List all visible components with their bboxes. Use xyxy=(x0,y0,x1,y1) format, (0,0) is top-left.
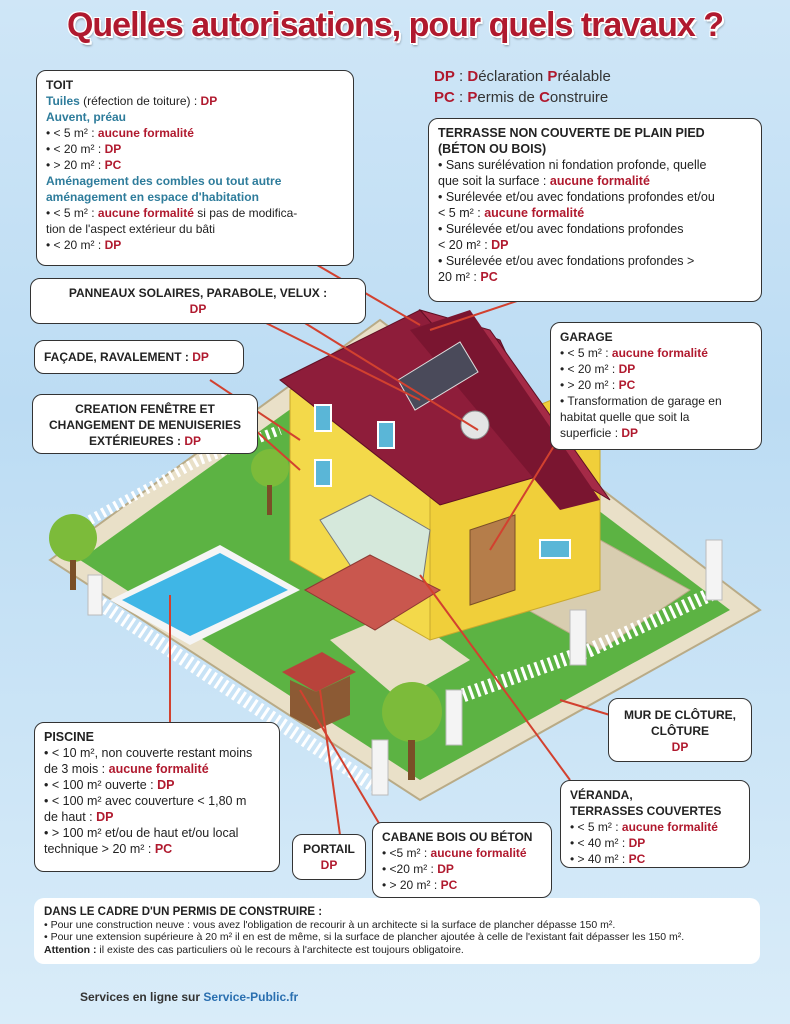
garage-item: • > 20 m² : xyxy=(560,378,619,392)
toit-auvent-item: • < 5 m² : xyxy=(46,126,98,140)
legend-text: ermis de xyxy=(477,89,540,106)
garage-door xyxy=(470,515,515,605)
toit-combles-1: Aménagement des combles ou tout autre xyxy=(46,174,282,188)
service-public-link[interactable]: Service-Public.fr xyxy=(203,990,299,1004)
window xyxy=(540,540,570,558)
mur-box xyxy=(608,698,752,762)
source-prefix: Services en ligne sur xyxy=(80,990,204,1004)
toit-combles-value: DP xyxy=(104,238,122,252)
tree-trunk xyxy=(267,485,272,515)
piscine-box xyxy=(34,722,280,872)
cabane-item: • > 20 m² : xyxy=(382,878,441,892)
cabane-value: DP xyxy=(437,862,454,876)
toit-tuiles: Tuiles xyxy=(46,94,80,108)
mur-heading-2: CLÔTURE xyxy=(651,724,709,738)
garage-box xyxy=(550,322,762,450)
piscine-heading: PISCINE xyxy=(44,730,95,744)
toit-combles-cont: tion de l'aspect extérieur du bâti xyxy=(46,222,216,236)
piscine-value: DP xyxy=(157,778,175,792)
terrasse-heading-2: (BÉTON OU BOIS) xyxy=(438,142,547,156)
toit-combles-rest: si pas de modifica- xyxy=(193,206,298,220)
toit-auvent-value: PC xyxy=(104,158,122,172)
garage-line: habitat quelle que soit la xyxy=(560,410,690,424)
veranda-value: aucune formalité xyxy=(621,820,718,834)
fenetre-box xyxy=(32,394,258,454)
permis-paragraph: • Pour une extension supérieure à 20 m² il en est de même, si la surface de plancher ajoutée à celle de l'existant fait dépasser les 150 m². xyxy=(44,931,685,943)
cabane-value: aucune formalité xyxy=(430,846,527,860)
fence-post xyxy=(570,610,586,665)
toit-combles-item: • < 20 m² : xyxy=(46,238,105,252)
garage-value: PC xyxy=(618,378,636,392)
tree xyxy=(382,682,442,742)
garage-value: DP xyxy=(618,362,636,376)
legend-text: éclaration xyxy=(478,68,548,85)
source-credit xyxy=(80,990,298,1004)
permis-attention-text: il existe des cas particuliers où le recours à l'architecte est toujours obligatoire. xyxy=(96,943,464,956)
veranda-heading: VÉRANDA, xyxy=(570,788,633,802)
piscine-line: de haut : xyxy=(44,810,97,824)
fence-post xyxy=(372,740,388,795)
toit-auvent: Auvent, préau xyxy=(46,110,127,124)
portail-value: DP xyxy=(320,858,338,872)
window xyxy=(315,460,331,486)
terrasse-heading: TERRASSE NON COUVERTE DE PLAIN PIED xyxy=(438,126,705,140)
cabane-item: • <20 m² : xyxy=(382,862,438,876)
fenetre-heading-3: EXTÉRIEURES : xyxy=(88,434,185,448)
toit-tuiles-value: DP xyxy=(200,94,218,108)
terrasse-value: aucune formalité xyxy=(484,206,585,220)
garage-line: superficie : xyxy=(560,426,622,440)
legend-pc-abbr: PC xyxy=(434,89,455,106)
terrasse-value: DP xyxy=(491,238,509,252)
terrasse-line: • Surélevée et/ou avec fondations profondes xyxy=(438,222,684,236)
portail-heading: PORTAIL xyxy=(303,842,355,856)
piscine-line: • < 100 m² ouverte : xyxy=(44,778,158,792)
fence-post xyxy=(706,540,722,600)
terrasse-line: 20 m² : xyxy=(438,270,481,284)
terrasse-line: • Sans surélévation ni fondation profonde, quelle xyxy=(438,158,707,172)
facade-value: DP xyxy=(192,350,209,364)
legend-pc xyxy=(434,87,611,108)
toit-auvent-item: • > 20 m² : xyxy=(46,158,105,172)
piscine-line: de 3 mois : xyxy=(44,762,109,776)
terrasse-box xyxy=(428,118,762,302)
piscine-value: aucune formalité xyxy=(108,762,209,776)
panneaux-heading: PANNEAUX SOLAIRES, PARABOLE, VELUX : xyxy=(68,286,328,300)
toit-tuiles-text: (réfection de toiture) : xyxy=(79,94,201,108)
toit-auvent-value: DP xyxy=(104,142,122,156)
portail-box xyxy=(292,834,366,880)
piscine-value: DP xyxy=(96,810,114,824)
toit-combles-value: aucune formalité xyxy=(97,206,194,220)
satellite-dish xyxy=(461,411,489,439)
toit-box xyxy=(36,70,354,266)
fence-post xyxy=(446,690,462,745)
terrasse-line: < 5 m² : xyxy=(438,206,485,220)
window xyxy=(315,405,331,431)
legend xyxy=(434,66,611,108)
terrasse-value: aucune formalité xyxy=(549,174,650,188)
veranda-item: • > 40 m² : xyxy=(570,852,629,866)
toit-combles-2: aménagement en espace d'habitation xyxy=(46,190,259,204)
garage-item: • < 20 m² : xyxy=(560,362,619,376)
terrasse-line: • Surélevée et/ou avec fondations profondes et/ou xyxy=(438,190,715,204)
garage-heading: GARAGE xyxy=(560,330,613,344)
piscine-line: • < 10 m², non couverte restant moins xyxy=(44,746,253,760)
terrasse-line: que soit la surface : xyxy=(438,174,550,188)
piscine-line: technique > 20 m² : xyxy=(44,842,155,856)
garage-item: • < 5 m² : xyxy=(560,346,612,360)
veranda-heading-2: TERRASSES COUVERTES xyxy=(570,804,722,818)
legend-sep: : xyxy=(454,89,468,106)
permis-heading: DANS LE CADRE D'UN PERMIS DE CONSTRUIRE : xyxy=(44,906,323,918)
facade-box xyxy=(34,340,244,374)
terrasse-line: < 20 m² : xyxy=(438,238,492,252)
garage-value: DP xyxy=(621,426,639,440)
fence-post xyxy=(88,575,102,615)
veranda-value: PC xyxy=(628,852,646,866)
legend-dp xyxy=(434,66,611,87)
veranda-item: • < 5 m² : xyxy=(570,820,622,834)
legend-text: réalable xyxy=(557,68,611,85)
garage-line: • Transformation de garage en xyxy=(560,394,722,408)
toit-auvent-item: • < 20 m² : xyxy=(46,142,105,156)
fenetre-heading-2: CHANGEMENT DE MENUISERIES xyxy=(48,418,242,432)
page-title: Quelles autorisations, pour quels travaux ? xyxy=(66,6,724,44)
cabane-value: PC xyxy=(440,878,458,892)
legend-letter: P xyxy=(547,68,558,85)
tree-trunk xyxy=(408,740,415,780)
permis-info-box xyxy=(34,898,760,964)
toit-auvent-value: aucune formalité xyxy=(97,126,194,140)
tree-trunk xyxy=(70,560,76,590)
mur-value: DP xyxy=(671,740,689,754)
veranda-item: • < 40 m² : xyxy=(570,836,629,850)
permis-paragraph: • Pour une construction neuve : vous avez l'obligation de recourir à un architecte si la surface de plancher dépasse 150 m². xyxy=(44,918,616,931)
cabane-item: • <5 m² : xyxy=(382,846,431,860)
piscine-line: • > 100 m² et/ou de haut et/ou local xyxy=(44,826,239,840)
legend-letter: P xyxy=(467,89,478,106)
terrasse-line: • Surélevée et/ou avec fondations profondes > xyxy=(438,254,695,268)
toit-combles-item: • < 5 m² : xyxy=(46,206,98,220)
toit-heading: TOIT xyxy=(46,78,74,92)
piscine-value: PC xyxy=(154,842,173,856)
legend-letter: D xyxy=(467,68,479,85)
tree xyxy=(49,514,97,562)
legend-text: onstruire xyxy=(549,89,609,106)
legend-sep: : xyxy=(454,68,468,85)
legend-letter: C xyxy=(539,89,550,106)
cabane-heading: CABANE BOIS OU BÉTON xyxy=(382,830,533,844)
window xyxy=(378,422,394,448)
veranda-value: DP xyxy=(628,836,646,850)
terrasse-value: PC xyxy=(480,270,498,284)
fenetre-heading: CREATION FENÊTRE ET xyxy=(75,402,215,416)
fenetre-value: DP xyxy=(184,434,202,448)
veranda-box xyxy=(560,780,750,868)
garage-value: aucune formalité xyxy=(611,346,708,360)
facade-heading: FAÇADE, RAVALEMENT : xyxy=(44,350,193,364)
cabane-box xyxy=(372,822,552,898)
mur-heading: MUR DE CLÔTURE, xyxy=(624,708,736,722)
panneaux-box xyxy=(30,278,366,324)
legend-dp-abbr: DP xyxy=(434,68,455,85)
permis-attention-label: Attention : xyxy=(44,943,97,956)
piscine-line: • < 100 m² avec couverture < 1,80 m xyxy=(44,794,247,808)
panneaux-value: DP xyxy=(189,302,207,316)
